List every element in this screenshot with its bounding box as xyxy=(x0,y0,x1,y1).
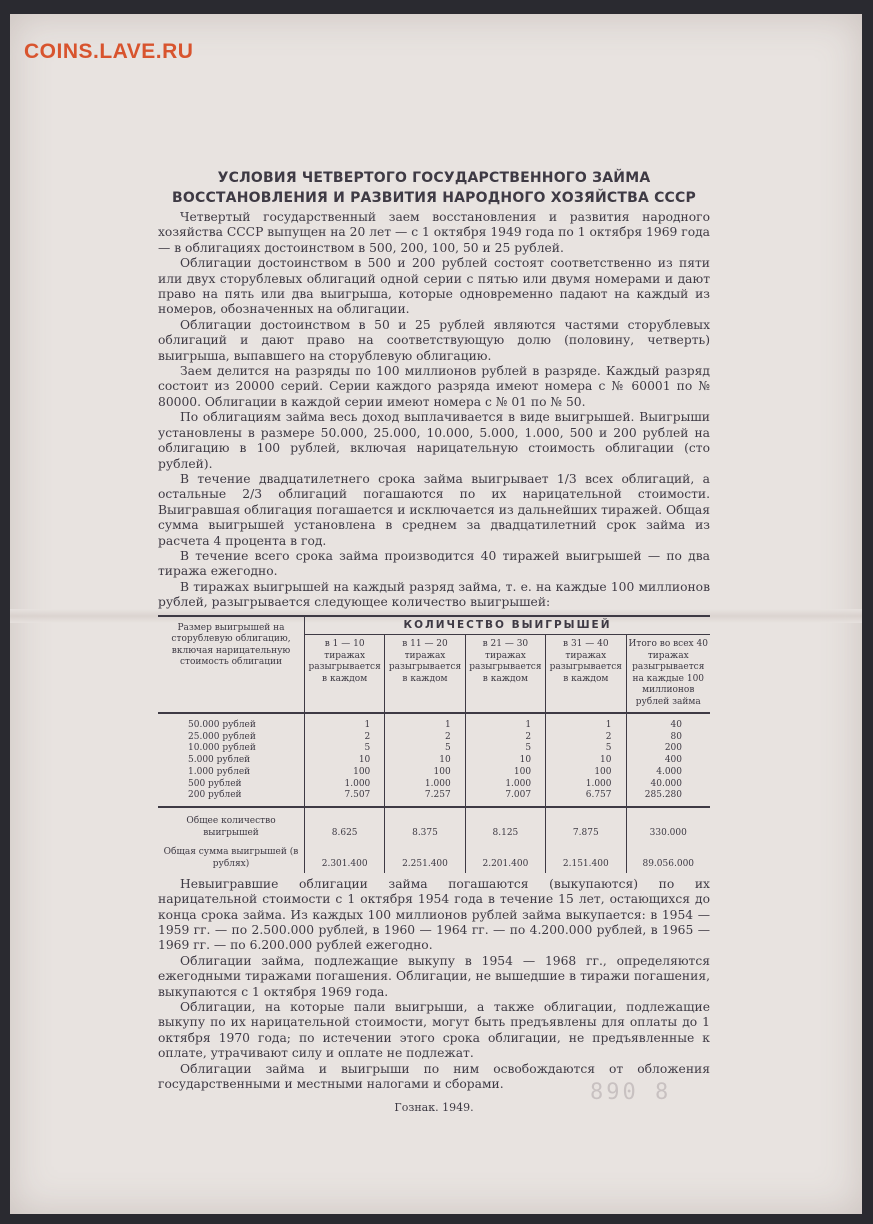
paragraph: Невыигравшие облигации займа погашаются (выкупаются) по их нарицательной стоимости с 1 октября 1954 года в течение 15 лет, остающихся до конца срока займа. Из каждых 100 миллионов рублей займа выкупается: в 1954 — 1959 гг. — по 2.500.000 рублей, в 1960 — 1964 гг. — по 4.200.000 рублей, в 1965 — 1969 гг. — по 6.200.000 рублей ежегодно. xyxy=(158,876,710,953)
table-cell: 7.257 xyxy=(385,790,465,807)
table-cell: 2 xyxy=(305,732,385,744)
row-label: Общее количество выигрышей xyxy=(158,807,305,839)
row-label: Общая сумма выигрышей (в рублях) xyxy=(158,839,305,872)
column-header: в 21 — 30 тиражах разыгрывается в каждом xyxy=(465,635,545,714)
title-line-1: УСЛОВИЯ ЧЕТВЕРТОГО ГОСУДАРСТВЕННОГО ЗАЙМА xyxy=(217,170,651,186)
table-cell: 400 xyxy=(664,755,682,766)
table-cell: 10 xyxy=(305,755,385,767)
table-cell: 1.000 xyxy=(305,779,385,791)
table-cell: 5 xyxy=(465,743,545,755)
row-label: 25.000 рублей xyxy=(158,732,305,744)
paragraph: По облигациям займа весь доход выплачивается в виде выигрышей. Выигрыши установлены в размере 50.000, 25.000, 10.000, 5.000, 1.000, 500 и 200 рублей на облигацию в 100 рублей, включая нарицательную стоимость облигации (сто рублей). xyxy=(158,410,710,471)
table-cell: 330.000 xyxy=(649,827,687,838)
table-cell: 4.000 xyxy=(656,766,682,777)
table-header-group: КОЛИЧЕСТВО ВЫИГРЫШЕЙ xyxy=(305,617,711,635)
table-cell: 7.875 xyxy=(546,807,626,839)
table-cell: 7.507 xyxy=(305,790,385,807)
table-row xyxy=(158,790,710,807)
document-title xyxy=(158,168,710,208)
table-cell: 1 xyxy=(305,713,385,732)
row-label: 10.000 рублей xyxy=(158,743,305,755)
row-label: 200 рублей xyxy=(158,790,305,807)
faded-stamp: 890 8 xyxy=(590,1080,672,1105)
table-header-left: Размер выигрышей на сторублевую облигацию, включая нарицательную стоимость облигации xyxy=(158,617,305,714)
table-cell: 1 xyxy=(385,713,465,732)
table-cell: 40 xyxy=(670,720,682,731)
table-row-total-count xyxy=(158,807,710,839)
prize-table-wrap xyxy=(158,615,710,873)
table-cell: 2.201.400 xyxy=(465,839,545,872)
paragraph: Облигации достоинством в 500 и 200 рублей состоят соответственно из пяти или двух сторублевых облигаций одной серии с пятью или двумя номерами и дают право на пять или два выигрыша, которые одновременно падают на каждый из номеров, обозначенных на облигации. xyxy=(158,256,710,317)
table-cell: 2.301.400 xyxy=(305,839,385,872)
document-content xyxy=(158,168,710,1116)
table-cell: 7.007 xyxy=(465,790,545,807)
paragraph: Облигации займа и выигрыши по ним освобождаются от обложения государственными и местными налогами и сборами. xyxy=(158,1061,710,1092)
row-label: 50.000 рублей xyxy=(158,713,305,732)
table-cell: 1.000 xyxy=(465,779,545,791)
paragraph: В тиражах выигрышей на каждый разряд займа, т. е. на каждые 100 миллионов рублей, разыгрывается следующее количество выигрышей: xyxy=(158,579,710,610)
table-cell: 40.000 xyxy=(650,778,682,789)
printer-footer: Гознак. 1949. xyxy=(394,1101,474,1115)
table-cell: 8.125 xyxy=(465,807,545,839)
table-cell: 80 xyxy=(670,731,682,742)
table-cell: 2 xyxy=(465,732,545,744)
table-cell: 8.375 xyxy=(385,807,465,839)
table-cell: 2 xyxy=(385,732,465,744)
table-cell: 200 xyxy=(664,743,682,754)
table-row xyxy=(158,755,710,767)
column-header: в 1 — 10 тиражах разыгрывается в каждом xyxy=(305,635,385,714)
table-row xyxy=(158,779,710,791)
table-row xyxy=(158,767,710,779)
row-label: 500 рублей xyxy=(158,779,305,791)
paragraph: Облигации, на которые пали выигрыши, а также облигации, подлежащие выкупу по их нарицательной стоимости, могут быть предъявлены для оплаты до 1 октября 1970 года; по истечении этого срока облигации, не предъявленные к оплате, утрачивают силу и оплате не подлежат. xyxy=(158,1000,710,1061)
row-label: 1.000 рублей xyxy=(158,767,305,779)
table-cell: 10 xyxy=(465,755,545,767)
paragraph: В течение двадцатилетнего срока займа выигрывает 1/3 всех облигаций, а остальные 2/3 облигаций погашаются по их нарицательной стоимости. Выигравшая облигация погашается и исключается из дальнейших тиражей. Общая сумма выигрышей установлена в среднем за двадцатилетний срок займа из расчета 4 процента в год. xyxy=(158,471,710,548)
table-cell: 2.151.400 xyxy=(546,839,626,872)
table-cell: 5 xyxy=(385,743,465,755)
site-watermark: COINS.LAVE.RU xyxy=(24,40,194,63)
table-cell: 285.280 xyxy=(626,790,710,807)
column-header: в 31 — 40 тиражах разыгрывается в каждом xyxy=(546,635,626,714)
table-cell: 10 xyxy=(385,755,465,767)
table-cell: 5 xyxy=(546,743,626,755)
table-row-total-sum xyxy=(158,839,710,872)
table-row xyxy=(158,743,710,755)
table-cell: 2 xyxy=(546,732,626,744)
table-cell: 89.056.000 xyxy=(642,859,695,870)
row-label: 5.000 рублей xyxy=(158,755,305,767)
table-cell: 100 xyxy=(385,767,465,779)
table-cell: 8.625 xyxy=(305,807,385,839)
paragraph: В течение всего срока займа производится 40 тиражей выигрышей — по два тиража ежегодно. xyxy=(158,548,710,579)
table-cell: 2.251.400 xyxy=(385,839,465,872)
paragraph: Облигации достоинством в 50 и 25 рублей являются частями сторублевых облигаций и дают право на соответствующую долю (половину, четверть) выигрыша, выпавшего на сторублевую облигацию. xyxy=(158,317,710,363)
table-row xyxy=(158,713,710,732)
table-cell: 10 xyxy=(546,755,626,767)
column-header: Итого во всех 40 тиражах разыгрывается на каждые 100 миллионов рублей займа xyxy=(626,635,710,714)
table-cell: 100 xyxy=(465,767,545,779)
table-cell: 1 xyxy=(465,713,545,732)
table-cell: 5 xyxy=(305,743,385,755)
column-header: в 11 — 20 тиражах разыгрывается в каждом xyxy=(385,635,465,714)
paragraph: Заем делится на разряды по 100 миллионов рублей в разряде. Каждый разряд состоит из 20000 серий. Серии каждого разряда имеют номера с № 60001 по № 80000. Облигации в каждой серии имеют номера с № 01 по № 50. xyxy=(158,364,710,409)
table-cell: 1.000 xyxy=(385,779,465,791)
table-cell: 1 xyxy=(546,713,626,732)
table-cell: 1.000 xyxy=(546,779,626,791)
prize-table xyxy=(158,617,710,873)
table-cell: 100 xyxy=(546,767,626,779)
paragraph: Четвертый государственный заем восстановления и развития народного хозяйства СССР выпущен на 20 лет — с 1 октября 1949 года по 1 октября 1969 года — в облигациях достоинством в 500, 200, 100, 50 и 25 рублей. xyxy=(158,210,710,255)
table-row xyxy=(158,732,710,744)
title-line-2: ВОССТАНОВЛЕНИЯ И РАЗВИТИЯ НАРОДНОГО ХОЗЯЙСТВА СССР xyxy=(172,190,696,206)
table-cell: 100 xyxy=(305,767,385,779)
table-cell: 6.757 xyxy=(546,790,626,807)
paragraph: Облигации займа, подлежащие выкупу в 1954 — 1968 гг., определяются ежегодными тиражами погашения. Облигации, не вышедшие в тиражи погашения, выкупаются с 1 октября 1969 года. xyxy=(158,953,710,999)
